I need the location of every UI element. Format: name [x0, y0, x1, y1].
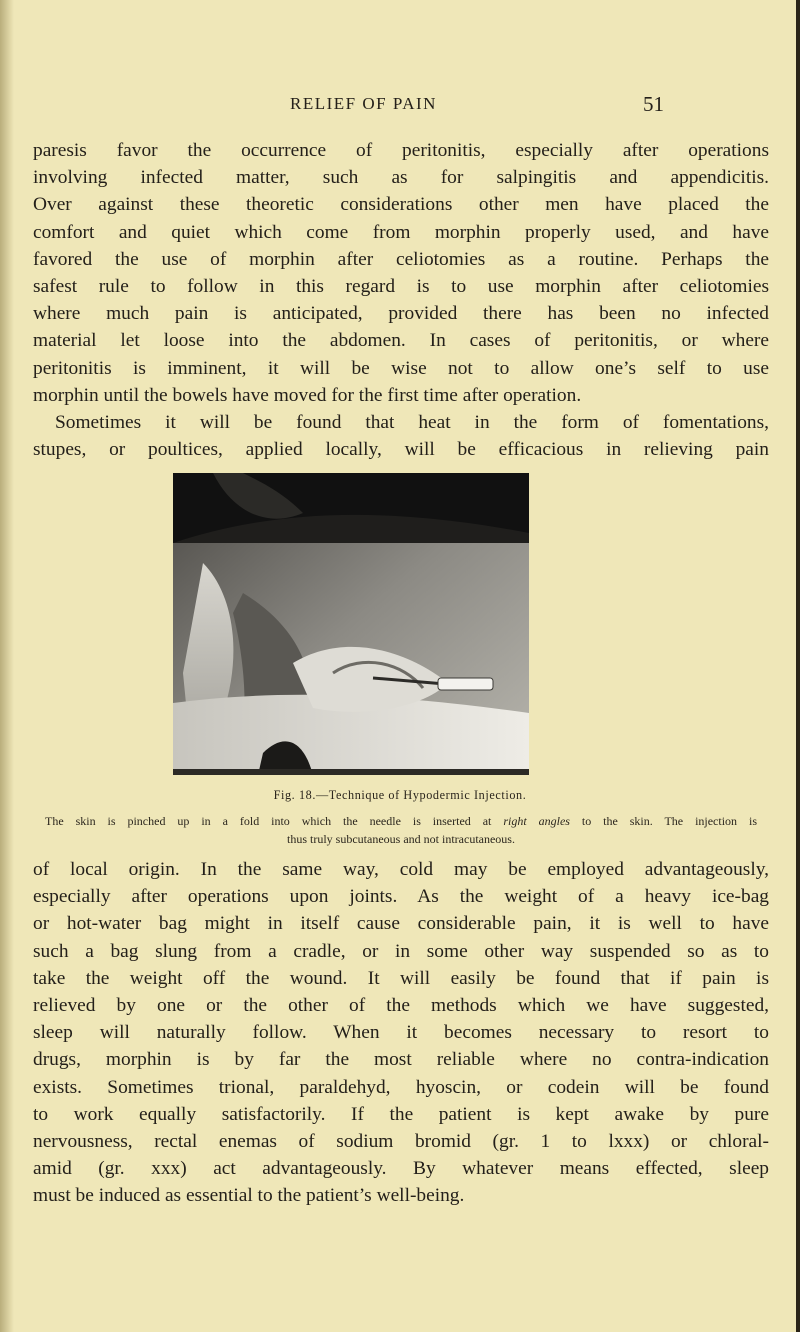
- text-line: comfort and quiet which come from morphin properly used, and have: [33, 221, 769, 243]
- running-title: RELIEF OF PAIN: [290, 94, 437, 113]
- text-line: amid (gr. xxx) act advantageously. By whatever means effected, sleep: [33, 1158, 769, 1180]
- text-line: safest rule to follow in this regard is to use morphin after celiotomies: [33, 276, 769, 298]
- figure-photograph: [173, 473, 529, 775]
- text-line: take the weight off the wound. It will easily be found that if pain is: [33, 967, 769, 989]
- legend-text: The skin is pinched up in a fold into which the needle is inserted at: [45, 814, 504, 828]
- text-line: exists. Sometimes trional, paraldehyd, hyoscin, or codein will be found: [33, 1076, 769, 1098]
- paragraph-1: [33, 137, 769, 409]
- text-line: or hot-water bag might in itself cause considerable pain, it is well to have: [33, 913, 769, 935]
- text-line: stupes, or poultices, applied locally, will be efficacious in relieving pain: [33, 439, 769, 461]
- figure-caption: Fig. 18.—Technique of Hypodermic Injection.: [273, 788, 527, 802]
- legend-text: to the skin. The injection is: [569, 814, 757, 828]
- text-line: sleep will naturally follow. When it becomes necessary to resort to: [33, 1022, 769, 1044]
- text-line: Over against these theoretic considerations other men have placed the: [33, 194, 769, 216]
- legend-italic-text: right angles: [503, 814, 570, 828]
- text-line: such a bag slung from a cradle, or in some other way suspended so as to: [33, 940, 769, 962]
- hypodermic-injection-photo: [173, 473, 529, 775]
- text-line: where much pain is anticipated, provided there has been no infected: [33, 303, 769, 325]
- text-line: favored the use of morphin after celiotomies as a routine. Perhaps the: [33, 248, 769, 270]
- text-line: involving infected matter, such as for salpingitis and appendicitis.: [33, 167, 769, 189]
- page-edge: [796, 0, 800, 1332]
- text-line: must be induced as essential to the patient’s well-being.: [33, 1185, 465, 1207]
- text-line: drugs, morphin is by far the most reliable where no contra-indication: [33, 1049, 769, 1071]
- paragraph-3: [33, 856, 769, 1210]
- text-line: nervousness, rectal enemas of sodium bromid (gr. 1 to lxxx) or chloral-: [33, 1131, 769, 1153]
- legend-line: thus truly subcutaneous and not intracutaneous.: [287, 832, 515, 846]
- figure-legend: [45, 812, 757, 848]
- page-number: 51: [643, 92, 664, 116]
- text-line: Sometimes it will be found that heat in the form of fomentations,: [55, 412, 769, 433]
- text-line: paresis favor the occurrence of peritonitis, especially after operations: [33, 140, 769, 161]
- text-line: peritonitis is imminent, it will be wise not to allow one’s self to use: [33, 357, 769, 379]
- running-header: [0, 92, 800, 118]
- legend-line: [45, 812, 757, 830]
- text-line: material let loose into the abdomen. In cases of peritonitis, or where: [33, 330, 769, 352]
- text-line: to work equally satisfactorily. If the patient is kept awake by pure: [33, 1103, 769, 1125]
- paragraph-2: [33, 409, 769, 463]
- page-shadow: [0, 0, 14, 1332]
- text-line: relieved by one or the other of the methods which we have suggested,: [33, 995, 769, 1017]
- text-line: morphin until the bowels have moved for the first time after operation.: [33, 384, 582, 406]
- text-line: of local origin. In the same way, cold may be employed advantageously,: [33, 859, 769, 880]
- text-line: especially after operations upon joints. As the weight of a heavy ice-bag: [33, 886, 769, 908]
